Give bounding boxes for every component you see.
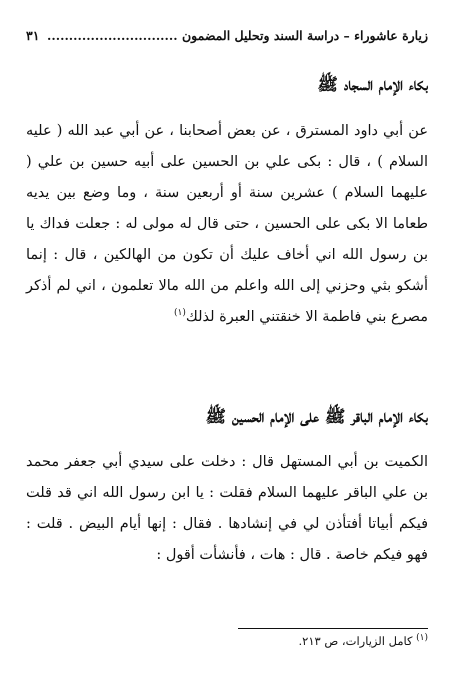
footnote-reference: (١) <box>174 308 186 319</box>
running-title-leader: .............................. <box>47 28 178 43</box>
footnote-text: كامل الزيارات، ص ٢١٣. <box>298 634 413 648</box>
section-heading-sajjad: بكاء الإمام السجاد ﷺ <box>317 75 428 95</box>
paragraph-sajjad-text: عن أبي داود المسترق ، عن بعض أصحابنا ، عن أبي عبد الله ( عليه السلام ) ، قال : بكى علي بن الحسين على أبيه حسين بن علي ( عليهما السلام ) عشرين سنة أو أربعين سنة ، وما وضع بين يديه طعاما الا بكى على الحسين ، حتى قال له مولى له : جعلت فداك يا بن رسول الله اني أخاف عليك أن تكون من الهالكين ، قال : إنما أشكو بثي وحزني إلى الله واعلم من الله مالا تعلمون ، اني لم أذكر مصرع بني فاطمة الا خنقتني العبرة لذلك <box>26 123 428 325</box>
running-header <box>26 28 428 43</box>
footnote-marker: (١) <box>416 633 428 644</box>
page-number: ٣١ <box>26 28 40 43</box>
running-title <box>47 28 428 43</box>
paragraph-baqir: الكميت بن أبي المستهل قال : دخلت على سيدي أبي جعفر محمد بن علي الباقر عليهما السلام فقلت : يا ابن رسول الله اني قد قلت فيكم أبياتا أفتأذن لي في إنشادها . فقال : إنها أيام البيض . قلت : فهو فيكم خاصة . قال : هات ، فأنشأت أقول : <box>26 454 428 563</box>
section-heading-baqir: بكاء الإمام الباقر ﷺ على الإمام الحسين ﷺ <box>205 407 428 427</box>
paragraph-sajjad <box>26 116 428 333</box>
running-title-text: زيارة عاشوراء – دراسة السند وتحليل المضمون <box>181 28 428 43</box>
footnote <box>26 634 428 648</box>
footnote-divider <box>238 628 428 629</box>
